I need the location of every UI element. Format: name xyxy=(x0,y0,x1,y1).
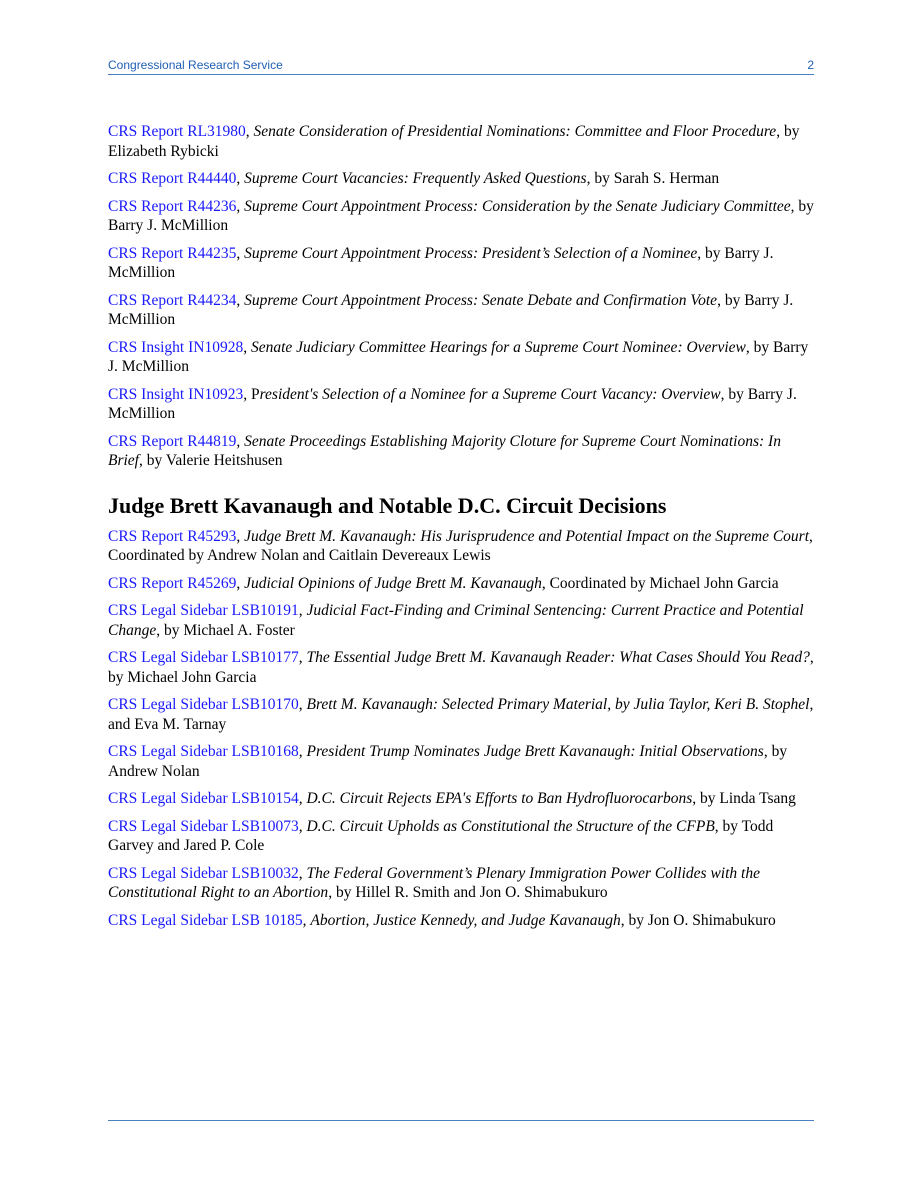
report-author: , by Michael John Garcia xyxy=(108,649,814,686)
report-link[interactable]: CRS Legal Sidebar LSB10191 xyxy=(108,602,299,619)
separator: , xyxy=(298,743,307,760)
report-title: Abortion, Justice Kennedy, and Judge Kavanaugh xyxy=(310,911,621,929)
separator: , xyxy=(236,244,245,262)
separator: , xyxy=(236,527,245,545)
report-link[interactable]: CRS Report R44819 xyxy=(108,432,237,450)
report-author: , by Hillel R. Smith and Jon O. Shimabukuro xyxy=(328,884,608,901)
header-org-name: Congressional Research Service xyxy=(108,58,283,72)
report-author: , by Jon O. Shimabukuro xyxy=(620,911,776,929)
reference-entry xyxy=(108,291,814,330)
report-title: Supreme Court Appointment Process: Senate Debate and Confirmation Vote xyxy=(244,291,718,309)
reference-entry xyxy=(108,601,814,640)
separator: , xyxy=(298,864,307,882)
footer-divider xyxy=(108,1120,814,1121)
report-link[interactable]: CRS Report RL31980 xyxy=(108,123,246,140)
separator: , xyxy=(236,291,245,309)
report-link[interactable]: CRS Legal Sidebar LSB 10185 xyxy=(108,911,303,929)
report-title: Senate Proceedings Establishing Majority Cloture for Supreme Court Nominations: In Brief xyxy=(108,432,781,469)
reference-entry xyxy=(108,911,814,931)
report-author: , by Elizabeth Rybicki xyxy=(108,123,800,160)
report-author: , by Barry J. McMillion xyxy=(108,385,797,422)
reference-entry xyxy=(108,789,814,809)
report-title: President Trump Nominates Judge Brett Kavanaugh: Initial Observations xyxy=(306,743,764,760)
report-author: , by Barry J. McMillion xyxy=(108,244,774,281)
report-title: Supreme Court Appointment Process: President’s Selection of a Nominee xyxy=(244,244,698,262)
report-author: , Coordinated by Andrew Nolan and Caitlain Devereaux Lewis xyxy=(108,527,813,564)
report-author: , by Valerie Heitshusen xyxy=(139,452,283,469)
reference-entry xyxy=(108,574,814,594)
reference-entry xyxy=(108,527,814,566)
page-header xyxy=(108,58,814,75)
report-title: The Federal Government’s Plenary Immigration Power Collides with the Constitutional Right to an Abortion xyxy=(108,864,760,901)
separator: , xyxy=(236,197,245,215)
report-title: resident's Selection of a Nominee for a Supreme Court Vacancy: Overview xyxy=(259,385,721,403)
reference-entry xyxy=(108,648,814,687)
report-author: , by Andrew Nolan xyxy=(108,743,788,780)
separator: , xyxy=(302,911,311,929)
reference-entry xyxy=(108,338,814,377)
report-author: , by Barry J. McMillion xyxy=(108,197,814,234)
report-author: , by Linda Tsang xyxy=(692,790,796,807)
report-link[interactable]: CRS Legal Sidebar LSB10032 xyxy=(108,864,299,882)
report-link[interactable]: CRS Legal Sidebar LSB10168 xyxy=(108,743,299,760)
separator: , xyxy=(298,696,307,713)
report-title: D.C. Circuit Upholds as Constitutional the Structure of the CFPB xyxy=(306,817,715,835)
reference-list-group-1 xyxy=(108,122,814,471)
report-title: Senate Judiciary Committee Hearings for a Supreme Court Nominee: Overview xyxy=(250,338,746,356)
reference-entry xyxy=(108,385,814,424)
report-author: , by Barry J. McMillion xyxy=(108,338,809,375)
report-title: Judicial Opinions of Judge Brett M. Kavanaugh xyxy=(244,574,542,592)
report-title: D.C. Circuit Rejects EPA's Efforts to Ban Hydrofluorocarbons xyxy=(306,790,693,807)
report-link[interactable]: CRS Legal Sidebar LSB10073 xyxy=(108,817,299,835)
report-title: The Essential Judge Brett M. Kavanaugh Reader: What Cases Should You Read? xyxy=(306,649,810,666)
report-title: Supreme Court Appointment Process: Consideration by the Senate Judiciary Committee xyxy=(244,197,791,215)
separator: , xyxy=(245,123,254,140)
report-author: , by Michael A. Foster xyxy=(156,621,295,639)
section-heading: Judge Brett Kavanaugh and Notable D.C. Circuit Decisions xyxy=(108,492,667,518)
separator: , xyxy=(236,170,245,187)
separator: , xyxy=(243,338,251,356)
report-title: Senate Consideration of Presidential Nominations: Committee and Floor Procedure xyxy=(253,123,777,140)
report-author: , Coordinated by Michael John Garcia xyxy=(541,574,779,592)
reference-entry xyxy=(108,432,814,471)
report-link[interactable]: CRS Report R44440 xyxy=(108,170,237,187)
separator: , xyxy=(298,602,307,619)
reference-entry xyxy=(108,742,814,781)
report-link[interactable]: CRS Legal Sidebar LSB10170 xyxy=(108,696,299,713)
report-author: , by Barry J. McMillion xyxy=(108,291,794,328)
report-link[interactable]: CRS Report R44235 xyxy=(108,244,237,262)
report-link[interactable]: CRS Legal Sidebar LSB10154 xyxy=(108,790,299,807)
separator: , xyxy=(298,817,307,835)
report-link[interactable]: CRS Report R45293 xyxy=(108,527,237,545)
report-author: , and Eva M. Tarnay xyxy=(108,696,814,733)
separator: , xyxy=(298,790,307,807)
reference-entry xyxy=(108,197,814,236)
report-link[interactable]: CRS Report R45269 xyxy=(108,574,237,592)
report-author: , by Sarah S. Herman xyxy=(586,170,720,187)
page-number: 2 xyxy=(807,58,814,72)
report-title: Judge Brett M. Kavanaugh: His Jurisprudence and Potential Impact on the Supreme Court xyxy=(244,527,810,545)
reference-entry xyxy=(108,244,814,283)
reference-entry xyxy=(108,817,814,856)
separator: , xyxy=(298,649,307,666)
report-link[interactable]: CRS Legal Sidebar LSB10177 xyxy=(108,649,299,666)
report-title: Judicial Fact-Finding and Criminal Sentencing: Current Practice and Potential Change xyxy=(108,602,804,639)
report-title: Brett M. Kavanaugh: Selected Primary Material, by Julia Taylor, Keri B. Stophel xyxy=(306,696,810,713)
report-link[interactable]: CRS Report R44234 xyxy=(108,291,237,309)
separator: , xyxy=(236,574,245,592)
reference-entry xyxy=(108,169,814,189)
report-link[interactable]: CRS Insight IN10928 xyxy=(108,338,244,356)
reference-entry xyxy=(108,695,814,734)
reference-entry xyxy=(108,864,814,903)
report-title: Supreme Court Vacancies: Frequently Asked Questions xyxy=(244,170,587,187)
reference-list-group-2 xyxy=(108,527,814,931)
separator: , xyxy=(236,432,245,450)
report-link[interactable]: CRS Report R44236 xyxy=(108,197,237,215)
reference-entry xyxy=(108,122,814,161)
separator: , P xyxy=(243,385,260,403)
main-content xyxy=(108,122,814,938)
report-author: , by Todd Garvey and Jared P. Cole xyxy=(108,817,774,854)
report-link[interactable]: CRS Insight IN10923 xyxy=(108,385,244,403)
